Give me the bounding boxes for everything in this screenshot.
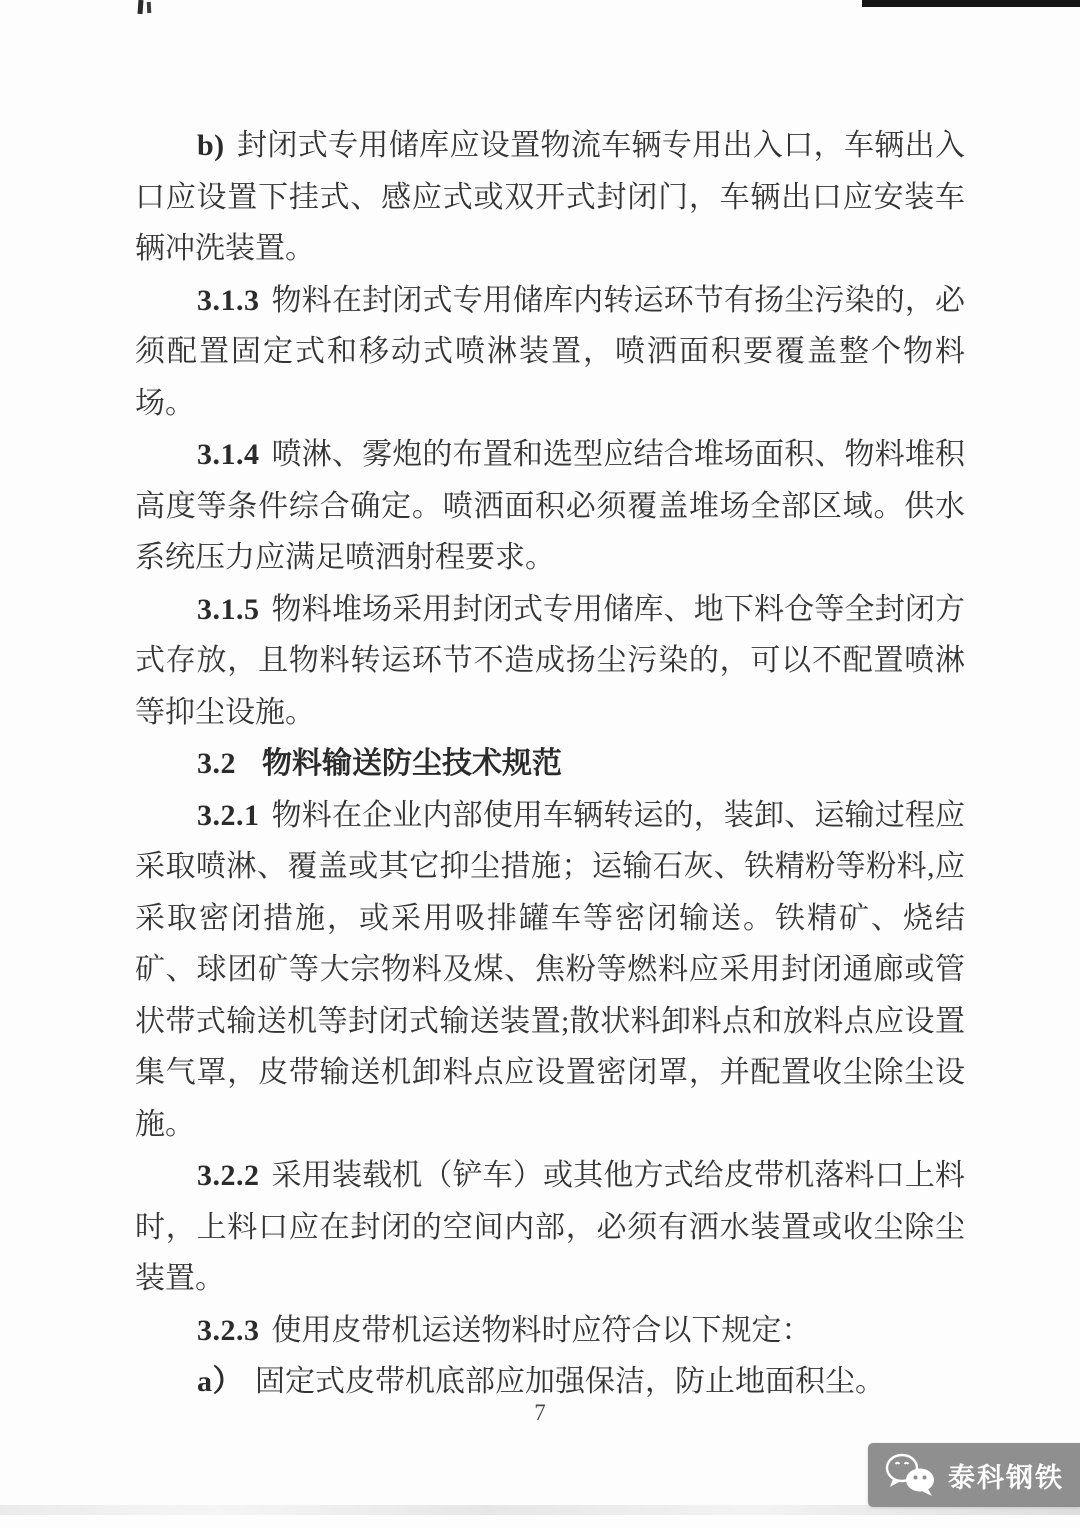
clause-text: 封闭式专用储库应设置物流车辆专用出入口，车辆出入口应设置下挂式、感应式或双开式封闭门，车辆出口应安装车辆冲洗装置。 xyxy=(135,129,965,265)
section-title: 物料输送防尘技术规范 xyxy=(262,747,562,780)
clause-text: 物料在企业内部使用车辆转运的，装卸、运输过程应采取喷淋、覆盖或其它抑尘措施；运输石灰、铁精粉等粉料,应采取密闭措施，或采用吸排罐车等密闭输送。铁精矿、烧结矿、球团矿等大宗物料及煤、焦粉等燃料应采用封闭通廊或管状带式输送机等封闭式输送装置;散状料卸料点和放料点应设置集气罩，皮带输送机卸料点应设置密闭罩，并配置收尘除尘设施。 xyxy=(135,798,965,1141)
clause-text: 固定式皮带机底部应加强保洁，防止地面积尘。 xyxy=(255,1365,885,1398)
brand-name: 泰科钢铁 xyxy=(948,1462,1064,1493)
clause-number: a） xyxy=(197,1365,243,1398)
scan-artifact-mark xyxy=(147,2,152,13)
paragraph-3-2-2 xyxy=(135,1150,965,1305)
scan-artifact-mark xyxy=(138,0,144,14)
paragraph-3-2-1 xyxy=(135,790,965,1151)
clause-number: 3.1.5 xyxy=(197,592,260,626)
clause-number: 3.2.2 xyxy=(197,1159,260,1192)
wechat-logo-icon xyxy=(884,1452,938,1498)
clause-text: 使用皮带机运送物料时应符合以下规定： xyxy=(271,1313,812,1347)
clause-text: 物料在封闭式专用储库内转运环节有扬尘污染的，必须配置固定式和移动式喷淋装置，喷洒面积要覆盖整个物料场。 xyxy=(135,283,965,420)
clause-number: 3.1.4 xyxy=(197,438,260,471)
scan-artifact-bar xyxy=(862,0,1080,7)
clause-number: 3.1.3 xyxy=(197,283,260,317)
section-heading-3-2 xyxy=(135,738,965,790)
section-number: 3.2 xyxy=(197,747,236,780)
clause-text: 物料堆场采用封闭式专用储库、地下料仓等全封闭方式存放，且物料转运环节不造成扬尘污染的，可以不配置喷淋等抑尘设施。 xyxy=(135,592,965,729)
paragraph-item-b xyxy=(135,120,965,275)
paragraph-3-1-5 xyxy=(135,584,965,739)
clause-number: b) xyxy=(197,129,225,162)
paragraph-3-1-3 xyxy=(135,275,965,430)
clause-number: 3.2.3 xyxy=(197,1313,260,1347)
clause-text: 喷淋、雾炮的布置和选型应结合堆场面积、物料堆积高度等条件综合确定。喷洒面积必须覆盖堆场全部区域。供水系统压力应满足喷洒射程要求。 xyxy=(135,438,965,574)
paragraph-3-2-3 xyxy=(135,1305,965,1357)
document-body xyxy=(135,120,965,1408)
paragraph-3-1-4 xyxy=(135,429,965,584)
scan-artifact-streak xyxy=(0,1505,1080,1515)
page-number: 7 xyxy=(534,1400,546,1425)
clause-number: 3.2.1 xyxy=(197,798,260,832)
clause-text: 采用装载机（铲车）或其他方式给皮带机落料口上料时，上料口应在封闭的空间内部，必须有洒水装置或收尘除尘装置。 xyxy=(135,1159,965,1295)
brand-watermark-badge xyxy=(868,1443,1080,1507)
